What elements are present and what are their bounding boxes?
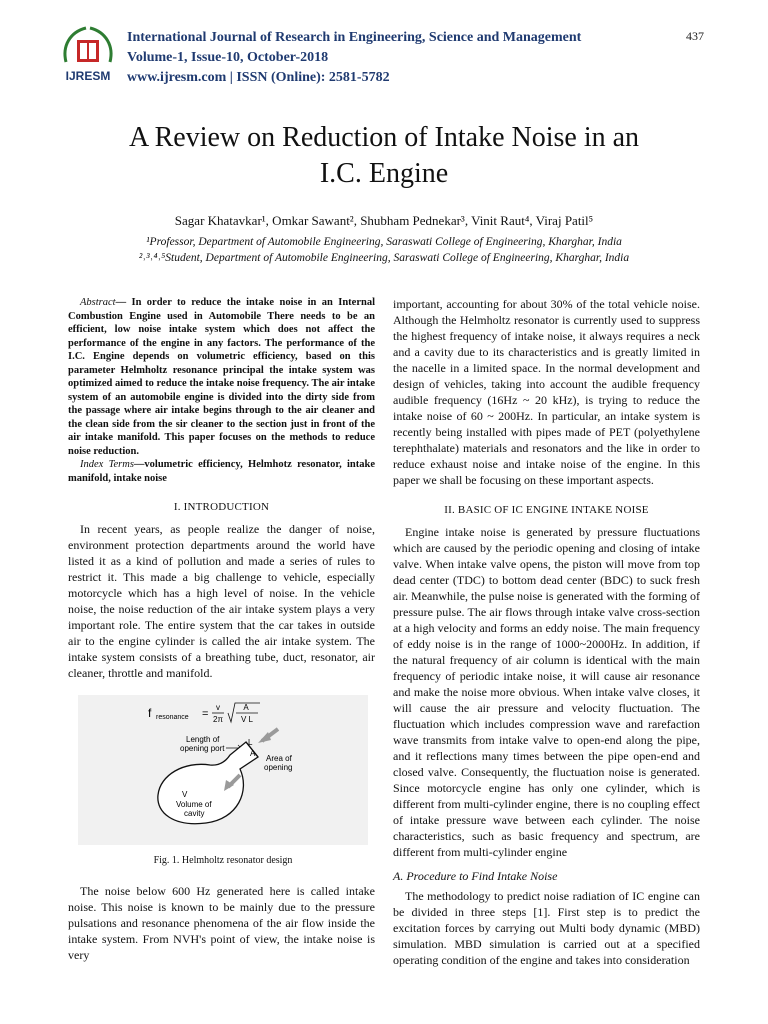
- page-number: 437: [686, 29, 704, 43]
- label-length-2: opening port: [180, 744, 225, 753]
- abstract-label: Abstract: [80, 297, 116, 308]
- formula-2pi: 2π: [213, 715, 223, 724]
- label-length-1: Length of: [186, 735, 220, 744]
- label-area-2: opening: [264, 763, 293, 772]
- journal-name: International Journal of Research in Engineering, Science and Management: [127, 30, 582, 45]
- label-V: V: [182, 790, 188, 799]
- affiliation-1: ¹Professor, Department of Automobile Engineering, Saraswati College of Engineering, Kharghar, India: [146, 236, 622, 248]
- label-volume-1: Volume of: [176, 800, 212, 809]
- subsection-a-heading: A. Procedure to Find Intake Noise: [393, 869, 558, 883]
- figure-helmholtz-resonator: [78, 695, 368, 869]
- figure-caption: Fig. 1. Helmholtz resonator design: [153, 855, 293, 866]
- title-line-2: I.C. Engine: [319, 158, 449, 189]
- formula-eq: =: [202, 708, 209, 720]
- label-L: L: [248, 738, 253, 747]
- intro-paragraph-2: The noise below 600 Hz generated here is called intake noise. This noise is known to be mainly due to the pressure pulsations and resonance phenomena of the air flow inside the intake system. From NVH's point of view, the intake noise is very: [68, 884, 375, 962]
- right-column: [393, 296, 700, 968]
- journal-logo: [60, 24, 116, 84]
- subsection-a-paragraph: The methodology to predict noise radiation of IC engine can be divided in three steps [1]. First step is to predict the excitation forces by carrying out Multi body dynamic (MBD) simulation. MBD simulation is carried out at a specified operating condition of the engine and takes into consideration: [393, 889, 700, 967]
- formula-sub: resonance: [156, 714, 189, 721]
- abstract: [68, 296, 375, 458]
- logo-text: IJRESM: [65, 69, 111, 83]
- index-terms: [68, 458, 375, 485]
- index-terms-text: —volumetric efficiency, Helmhotz resonator, intake manifold, intake noise: [68, 459, 376, 484]
- formula-VL: V L: [240, 715, 254, 724]
- label-area-1: Area of: [266, 754, 292, 763]
- logo-emblem-icon: [60, 24, 116, 84]
- right-paragraph-0: important, accounting for about 30% of the total vehicle noise. Although the Helmholtz resonator is currently used to suppress the highest frequency of intake noise, it always requires a neck and a cavity due to its characteristics and is greatly limited in the nacelle in a limited space. In the normal development and design of vehicles, taking into account the audible frequency audible frequency (16Hz ~ 20 kHz), is trying to reduce the intake noise of 60 ~ 200Hz. In particular, an intake system is recently being installed with pipes made of PET (polyethylene terephthalate) materials and resonators and the like in order to reduce exhaust noise and intake noise of the engine. In this paper we shall be focusing on these important aspects.: [393, 297, 700, 487]
- section-1-heading: I. INTRODUCTION: [173, 501, 270, 513]
- journal-header: [127, 28, 687, 88]
- intro-paragraph-1: In recent years, as people realize the danger of noise, environment protection departments around the world have listed it as a kind of pollution and made a series of rules to restrict it. This made a big challenge to vehicle, especially motorcycle which has a high level of noise. In the vehicle noise, the noise reduction of the air intake system plays a very important role. The entire system that the car takes in outside air to the engine cylinder is called the air intake system. The intake system consists of a breathing tube, duct, resonator, air cleaner, throttle and manifold.: [68, 522, 375, 680]
- journal-volume: Volume-1, Issue-10, October-2018: [127, 50, 329, 65]
- label-A: A: [250, 749, 256, 758]
- authors: Sagar Khatavkar¹, Omkar Sawant², Shubham Pednekar³, Vinit Raut⁴, Viraj Patil⁵: [174, 213, 594, 228]
- formula-v: v: [216, 703, 220, 712]
- label-volume-2: cavity: [184, 809, 205, 818]
- index-terms-label: Index Terms: [80, 459, 134, 470]
- section-2-paragraph-1: Engine intake noise is generated by pressure fluctuations which are caused by the periodic opening and closing of intake valve. When intake valve opens, the piston will move from top dead center (TDC) to bottom dead center (BDC) to suck fresh air. Meanwhile, the pulse noise is generated with the forming of pressure pulse. The air flows through intake valve cross-section at a high velocity and forms an eddy noise. The main frequency of eddy noise is in the range of 1000~2000Hz. In addition, if the natural frequency of air column is identical with the main frequency of periodic intake noise, it will cause air resonance and make the noise more obvious. When intake valve closes, it will cause the air pressure and velocity fluctuation. The fluctuation which includes compression wave and rarefaction wave transmits from intake valve to open-end along the pipe, and it reflections many times between the pipe open-end and closed valve. Consequently, the fluctuation noise is generated. Since motorcycle engine has only one cylinder, which is different from multi-cylinder engine, there is no coupling effect of intake pressure wave between each cylinder. The noise characteristics, such as basic frequency and spectrum, are different from multi-cylinder engine: [393, 525, 700, 859]
- section-2-heading: II. BASIC OF IC ENGINE INTAKE NOISE: [444, 504, 649, 516]
- helmholtz-diagram: [78, 695, 368, 845]
- formula-f: f: [148, 706, 152, 720]
- title-line-1: A Review on Reduction of Intake Noise in an: [128, 122, 640, 153]
- left-column: [68, 296, 375, 963]
- abstract-text: — In order to reduce the intake noise in an Internal Combustion Engine used in Automobile There needs to be an efficient, low noise intake system which does not affect the performance of the engine in any factors. The performance of the I.C. Engine depends on volumetric efficiency, based on this parameter Helmholtz resonance principal the intake system was optimized aimed to reduce the intake noise frequency. The air intake system of an automobile engine is divided into the dirty side from the passage where air intake begins through to the air cleaner and the clean side from the sir cleaner to the section just in front of the air intake manifold. This paper focuses on the methods to reduce noise reduction.: [68, 297, 375, 457]
- journal-web-issn: www.ijresm.com | ISSN (Online): 2581-5782: [127, 70, 390, 85]
- formula-A: A: [243, 703, 249, 712]
- paper-title: [40, 120, 728, 192]
- affiliation-2: ²˒³˒⁴˒⁵Student, Department of Automobile Engineering, Saraswati College of Engineering, Kharghar, India: [138, 252, 630, 264]
